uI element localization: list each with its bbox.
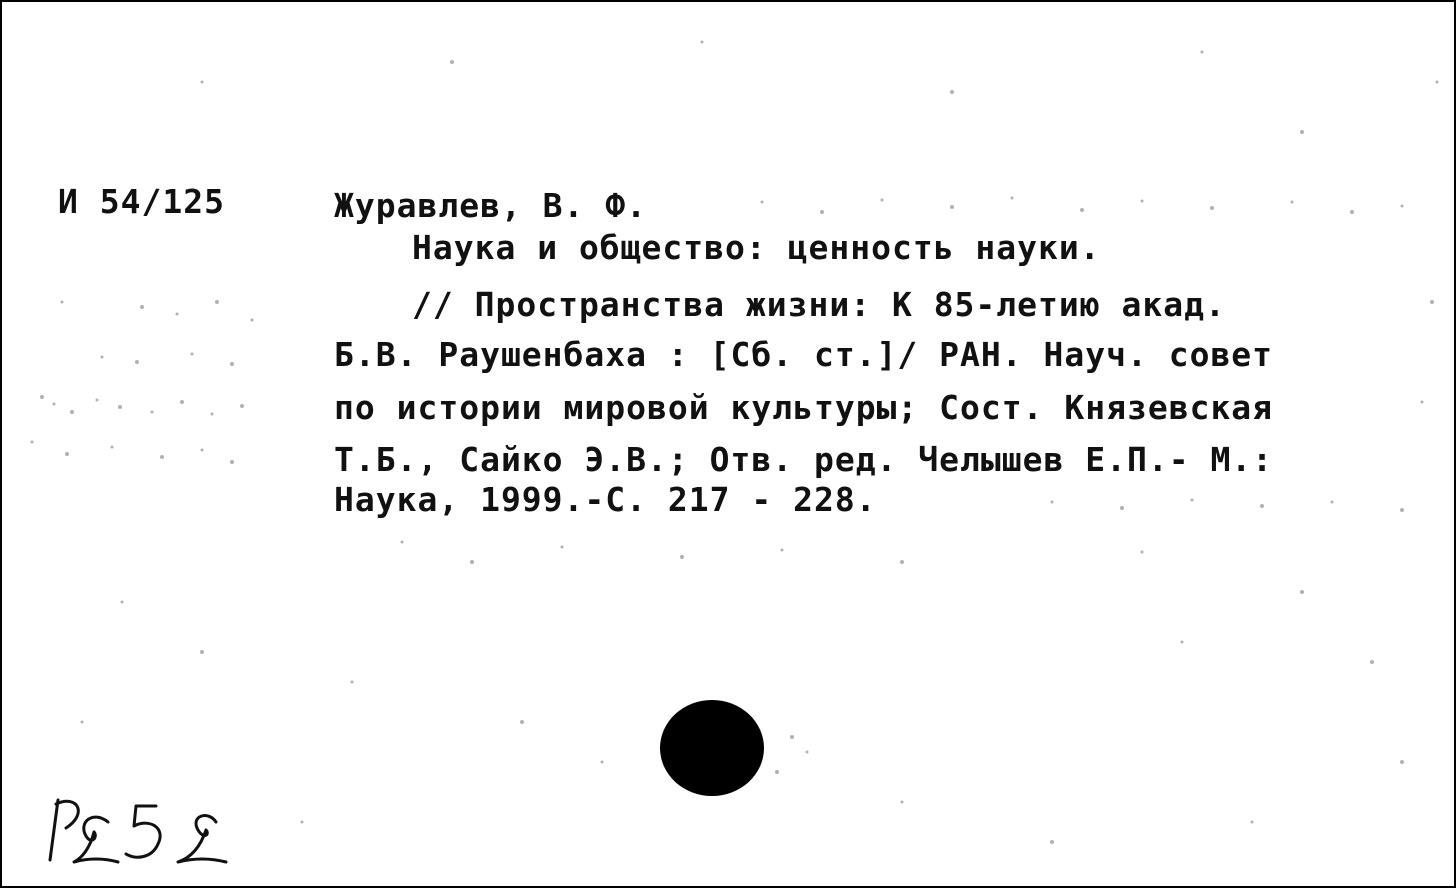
handwritten-mark-drawing bbox=[38, 792, 228, 867]
entry-source-line: // Пространства жизни: К 85-летию акад. bbox=[412, 285, 1226, 324]
entry-title-line: Наука и общество: ценность науки. bbox=[412, 228, 1101, 267]
punch-hole bbox=[660, 700, 764, 796]
call-number: И 54/125 bbox=[58, 182, 225, 221]
entry-imprint-line: Наука, 1999.-С. 217 - 228. bbox=[334, 480, 877, 519]
handwritten-mark bbox=[38, 792, 228, 867]
entry-text-line: Б.В. Раушенбаха : [Сб. ст.]/ РАН. Науч. совет bbox=[334, 335, 1274, 374]
author-heading: Журавлев, В. Ф. bbox=[334, 186, 648, 225]
entry-text-line: Т.Б., Сайко Э.В.; Отв. ред. Челышев Е.П.- М.: bbox=[334, 440, 1274, 479]
entry-text-line: по истории мировой культуры; Сост. Князевская bbox=[334, 388, 1274, 427]
